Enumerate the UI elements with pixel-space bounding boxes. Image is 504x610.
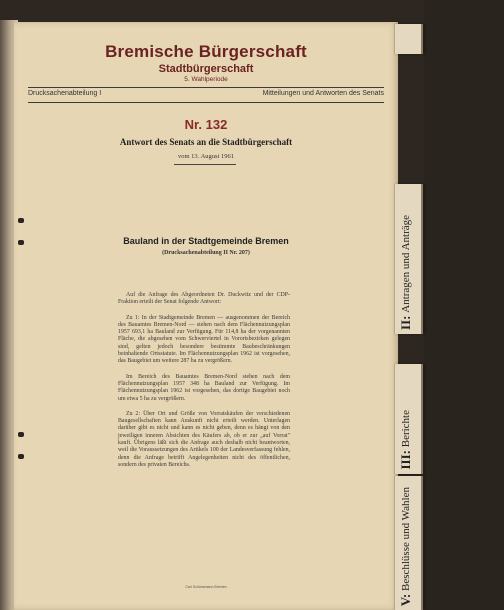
- tab-berichte[interactable]: [394, 364, 423, 474]
- tab-antraege-label: II: Antragen und Anträge: [398, 215, 413, 330]
- parliament-title: Bremische Bürgerschaft: [105, 42, 307, 61]
- tab-antraege[interactable]: [394, 184, 423, 334]
- binding-hole: [18, 218, 24, 223]
- document-number: Nr. 132: [184, 117, 228, 132]
- index-tabs: [394, 24, 424, 610]
- masthead: [28, 42, 384, 83]
- series-label: Mitteilungen und Antworten des Senats: [262, 90, 384, 97]
- department-line: [28, 90, 384, 97]
- binding-hole: [18, 240, 24, 245]
- paragraph-1: Zu 1: In der Stadtgemeinde Bremen — ausgenommen der Bereich des Bauamtes Bremen-Nord — stehen nach dem Flächennutzungsplan 1957 693,1 ha Bauland zur Verfügung. Für 114,8 ha der vorgenannten Fläche, die abgesehen vom Schwerviertel in Vorortsbezirken gelegen sind, gelten jedoch besondere bestimmte Baubeschränkungen beinhaltende Ortsstatute. Im Flächennutzungsplan 1962 ist vorgesehen, das Baugebiet um weitere 287 ha zu vergrößern.: [118, 314, 290, 365]
- background-edge: [424, 0, 504, 610]
- paragraph-2: Im Bereich des Bauamtes Bremen-Nord stehen nach dem Flächennutzungsplan 1957 348 ha Bauland zur Verfügung. Im Flächennutzungsplan 1962 ist vorgesehen, das dortige Baugebiet noch um etwa 5 ha zu vergrößern.: [118, 373, 290, 402]
- tab-beschluesse[interactable]: [394, 476, 423, 610]
- election-period: 5. Wahlperiode: [184, 76, 228, 83]
- date-rule: [174, 164, 236, 165]
- body-text: [118, 292, 290, 477]
- paragraph-3: Zu 2: Über Ort und Größe von Vorratskäufen der verschiedenen Baugesellschaften kann Auskunft nicht erteilt werden. Unterlagen darüber gibt es nicht und kann es nicht geben, denn es hängt von den jeweiligen inneren Absichten des Käufers ab, ob er zur „auf Vorrat" kauft. Übrigens läßt sich die Anfrage auch deshalb nicht beantworten, weil die Voraussetzungen des Artikels 100 der Landesverfassung fehlen, denn die Anfrage betrifft Angelegenheiten nicht des öffentlichen, sondern des privaten Bereichs.: [118, 410, 290, 468]
- parliament-subtitle: Stadtbürgerschaft: [158, 63, 254, 75]
- document-date: vom 13. August 1961: [178, 153, 234, 160]
- header-rule-top: [28, 87, 384, 88]
- tab-beschluesse-label: V: Beschlüsse und Wahlen: [398, 486, 413, 606]
- paragraph-intro: Auf die Anfrage des Abgeordneten Dr. Duckwitz und der CDP-Fraktion erteilt der Senat folgende Antwort:: [118, 292, 290, 306]
- document-page: [14, 22, 398, 610]
- subject-reference: (Drucksachenabteilung II Nr. 207): [162, 250, 250, 256]
- binding-hole: [18, 432, 24, 437]
- printer-imprint: Carl Schünemann Bremen: [185, 585, 227, 589]
- tab-berichte-label: III: Berichte: [398, 410, 413, 470]
- subject-title: Bauland in der Stadtgemeinde Bremen: [123, 236, 289, 246]
- header-rule-bottom: [28, 102, 384, 103]
- department-label: Drucksachenabteilung I: [28, 90, 102, 97]
- tab-top[interactable]: [394, 24, 423, 54]
- document-heading: Antwort des Senats an die Stadtbürgerschaft: [119, 137, 293, 147]
- binding-hole: [18, 454, 24, 459]
